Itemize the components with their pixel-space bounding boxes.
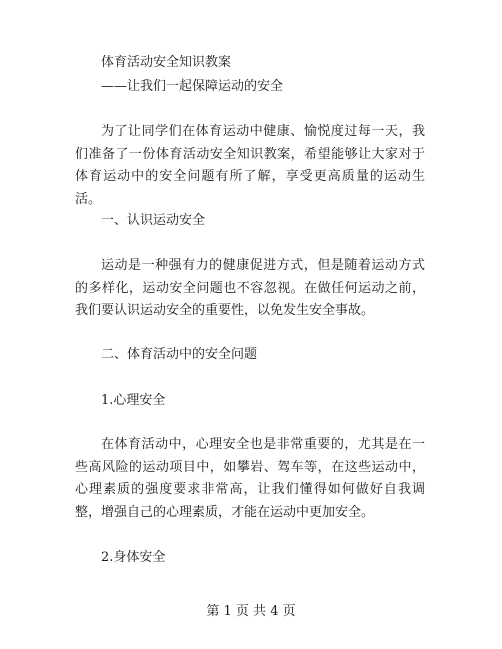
- section-1-paragraph: 运动是一种强有力的健康促进方式，但是随着运动方式的多样化，运动安全问题也不容忽视。在做任何运动之前，我们要认识运动安全的重要性，以免发生安全事故。: [75, 258, 425, 318]
- section-heading-1: 一、认识运动安全: [101, 213, 206, 228]
- document-title: 体育活动安全知识教案: [101, 55, 232, 70]
- subsection-1-paragraph: 在体育活动中，心理安全也是非常重要的，尤其是在一些高风险的运动项目中，如攀岩、驾车等，在这些运动中，心理素质的强度要求非常高，让我们懂得如何做好自我调整，增强自己的心理素质，才能在运动中更加安全。: [75, 437, 425, 520]
- intro-paragraph: 为了让同学们在体育运动中健康、愉悦度过每一天，我们准备了一份体育活动安全知识教案，希望能够让大家对于体育运动中的安全问题有所了解，享受更高质量的运动生活。: [75, 124, 425, 207]
- page-number-footer: 第 1 页 共 4 页: [206, 604, 296, 619]
- subsection-heading-2: 2.身体安全: [101, 550, 166, 565]
- document-subtitle: ——让我们一起保障运动的安全: [101, 79, 284, 94]
- subsection-heading-1: 1.心理安全: [101, 393, 166, 408]
- section-heading-2: 二、体育活动中的安全问题: [101, 347, 258, 362]
